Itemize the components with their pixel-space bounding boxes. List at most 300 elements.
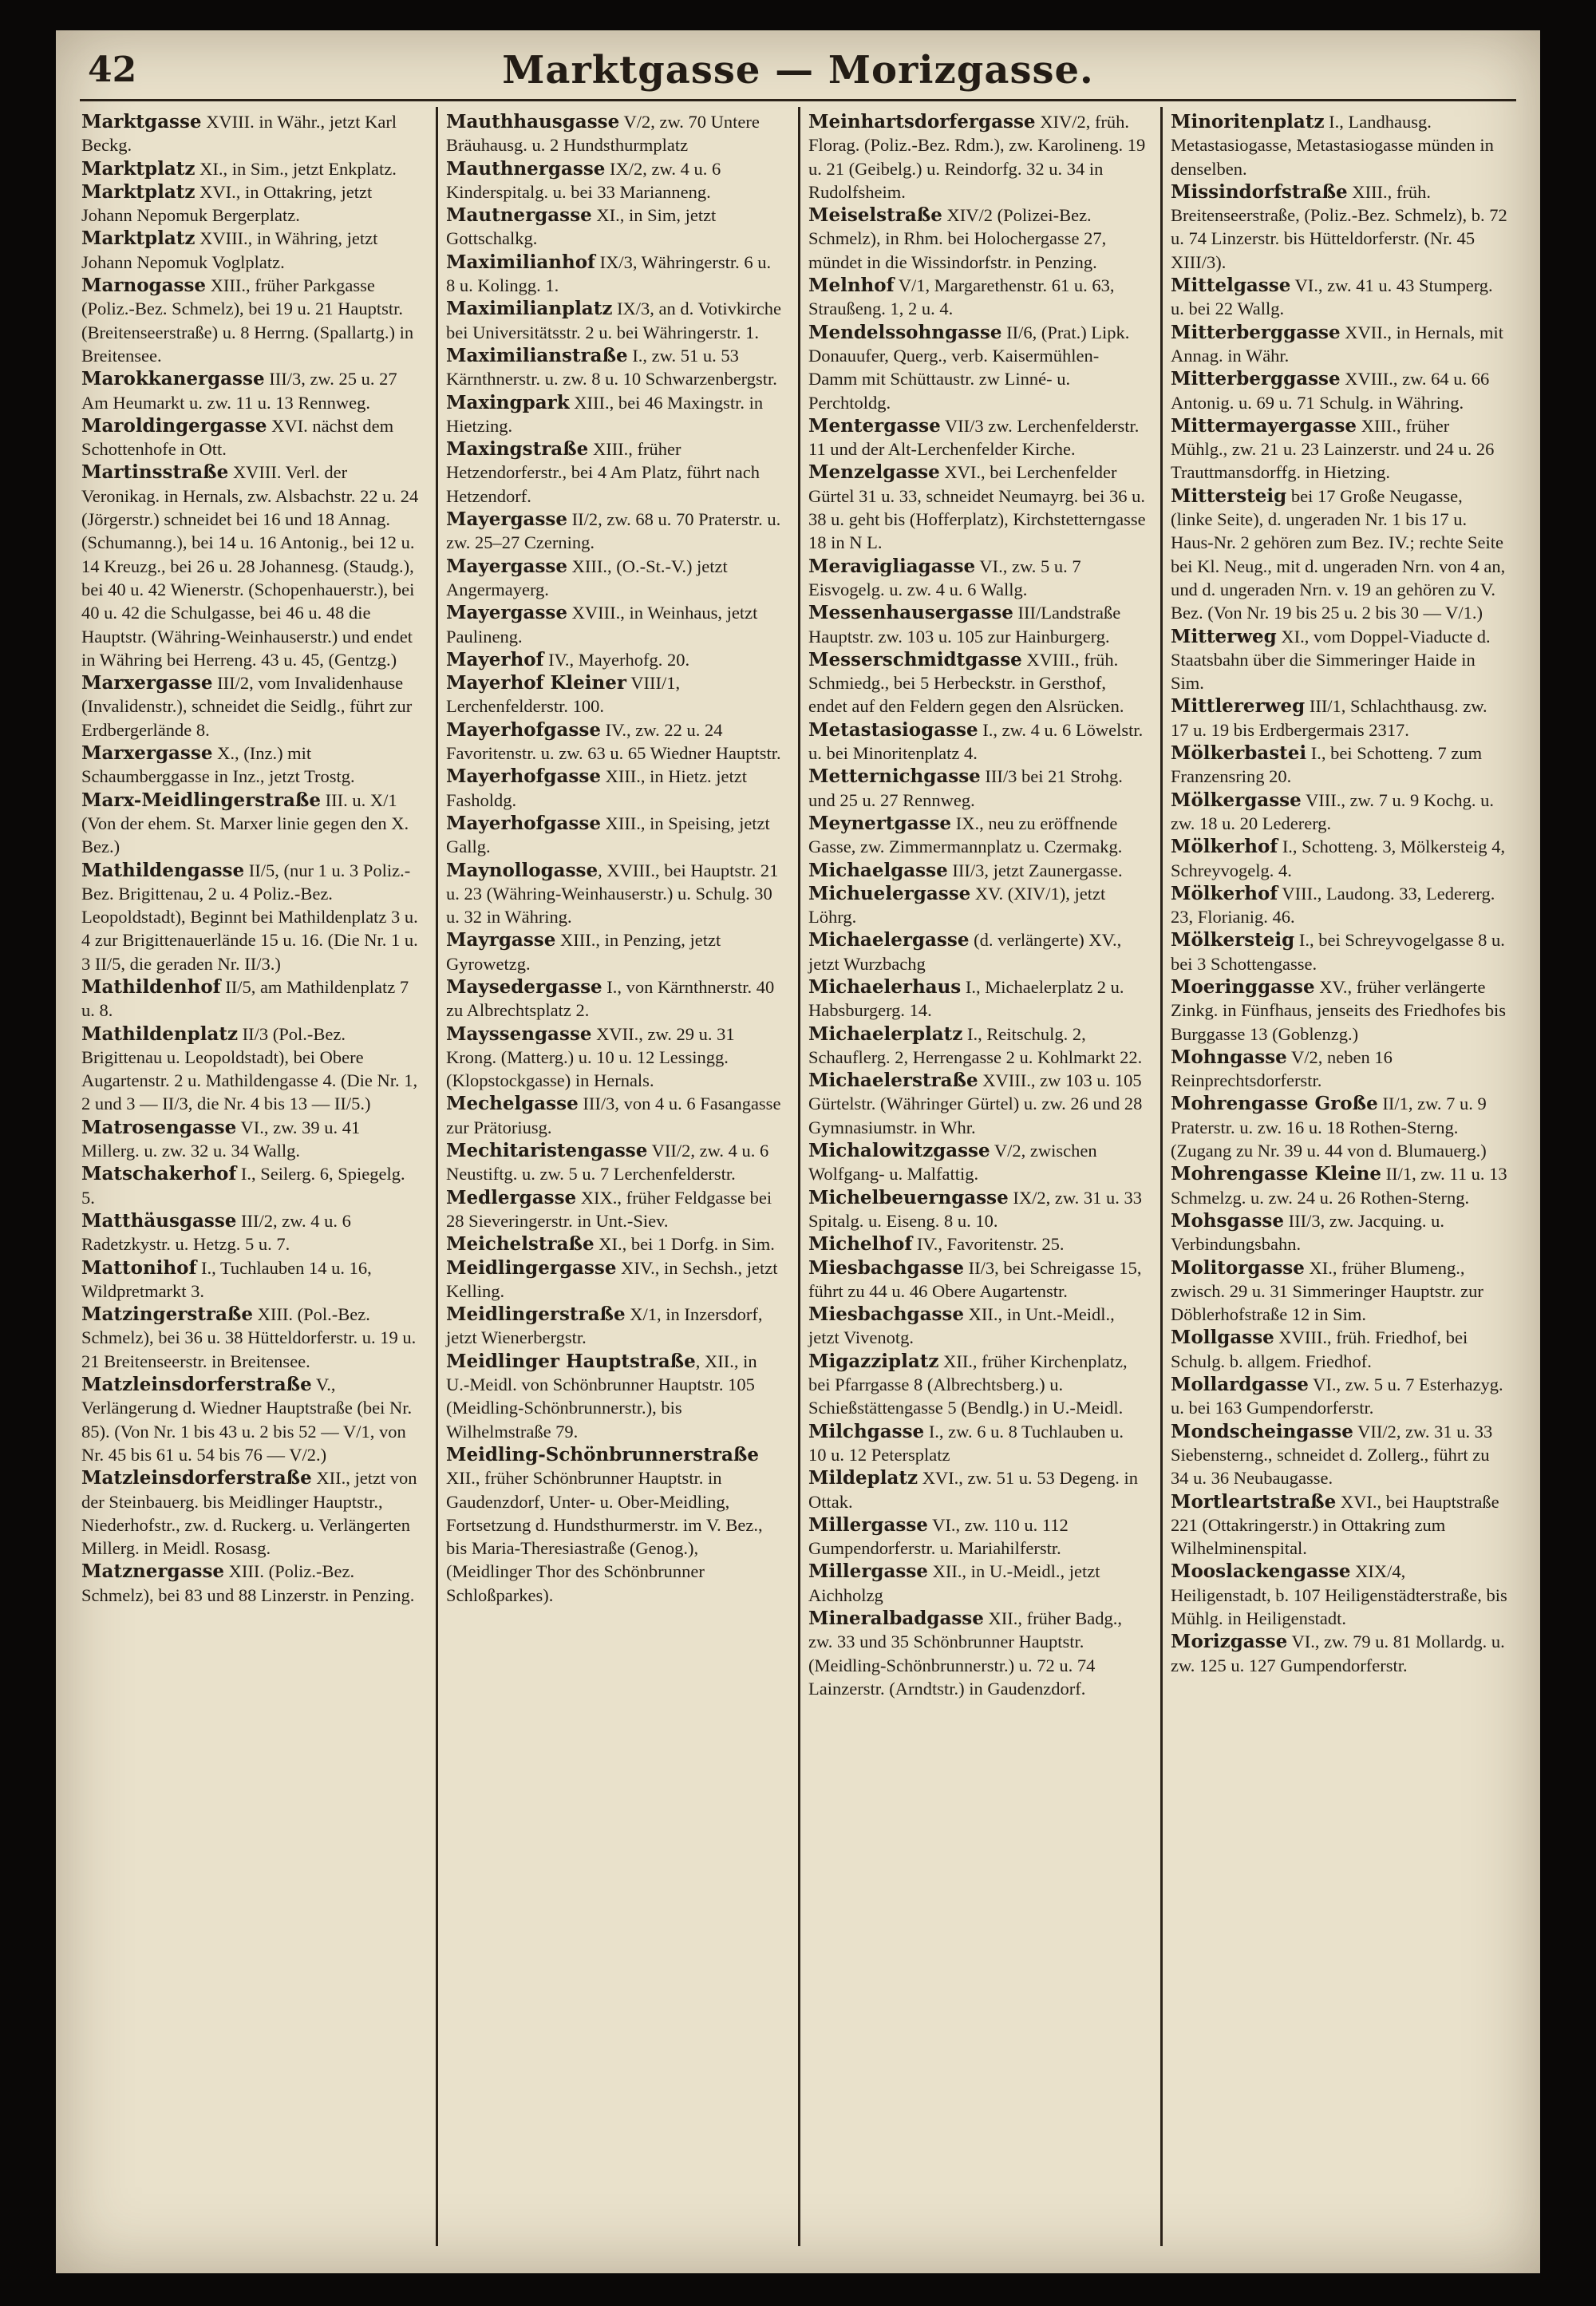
directory-entry <box>808 414 1146 461</box>
entry-details: V/2, zw. 70 Untere Bräuhausg. u. 2 Hundsthurmplatz <box>446 112 760 156</box>
directory-entry <box>446 648 784 671</box>
street-name: Marxergasse <box>81 742 213 765</box>
directory-entry <box>1171 1373 1508 1420</box>
entry-details: IV., zw. 22 u. 24 Favoritenstr. u. zw. 63 u. 65 Wiedner Hauptstr. <box>446 719 781 764</box>
column-4 <box>1160 107 1513 2246</box>
directory-entry <box>808 882 1146 929</box>
directory-entry <box>1171 789 1508 836</box>
directory-entry <box>81 414 421 461</box>
entry-details: XIV/2, früh. Florag. (Poliz.-Bez. Rdm.), zw. Karolineng. 19 u. 21 (Geibelg.) u. Reindorfg. 32 u. 34 in Rudolfsheim. <box>808 112 1146 202</box>
entry-details: I., bei Schotteng. 7 zum Franzensring 20. <box>1171 743 1483 787</box>
entry-details: III/3, jetzt Zaunergasse. <box>947 860 1123 880</box>
directory-entry <box>81 1373 421 1466</box>
column-1 <box>73 107 426 2246</box>
entry-details: XIII., in Hietz. jetzt Fasholdg. <box>446 766 748 810</box>
entry-details: XIII., (O.-St.-V.) jetzt Angermayerg. <box>446 556 728 599</box>
street-name: Mauthhausgasse <box>446 111 620 133</box>
entry-details: IX., neu zu eröffnende Gasse, zw. Zimmermannplatz u. Czermakg. <box>808 813 1123 857</box>
directory-entry <box>808 928 1146 975</box>
entry-details: VII/2, zw. 4 u. 6 Neustiftg. u. zw. 5 u. 7 Lerchenfelderstr. <box>446 1141 769 1185</box>
directory-entry <box>446 1256 784 1303</box>
street-name: Marktplatz <box>81 227 196 250</box>
directory-entry <box>81 1303 421 1373</box>
street-name: Mölkerbastei <box>1171 742 1307 765</box>
street-name: Mitterweg <box>1171 625 1277 647</box>
entry-details: I., Michaelerplatz 2 u. Habsburgerg. 14. <box>808 976 1124 1021</box>
street-name: Miesbachgasse <box>808 1256 965 1279</box>
directory-entry <box>808 601 1146 648</box>
street-name: Matzingerstraße <box>81 1303 254 1326</box>
directory-entry <box>1171 882 1508 929</box>
directory-entry <box>446 508 784 555</box>
directory-entry <box>446 671 784 718</box>
entry-details: III/2, zw. 4 u. 6 Radetzkystr. u. Hetzg. 5 u. 7. <box>81 1210 351 1255</box>
directory-entry <box>1171 1630 1508 1677</box>
directory-entry <box>446 157 784 204</box>
entry-details: VII/2, zw. 31 u. 33 Siebensterng., schneidet d. Zollerg., führt zu 34 u. 36 Neubaugasse. <box>1171 1421 1493 1489</box>
directory-entry <box>446 718 784 765</box>
street-name: Milchgasse <box>808 1420 925 1442</box>
directory-entry <box>1171 1092 1508 1162</box>
entry-details: III/3, zw. 25 u. 27 Am Heumarkt u. zw. 11 u. 13 Rennweg. <box>81 369 397 413</box>
street-index-columns <box>73 107 1523 2246</box>
street-name: Millergasse <box>808 1513 928 1536</box>
directory-entry <box>808 1186 1146 1233</box>
street-name: Mittermayergasse <box>1171 414 1357 437</box>
entry-details: I., Landhausg. Metastasiogasse, Metastasiogasse münden in denselben. <box>1171 112 1494 179</box>
directory-entry <box>1171 1046 1508 1093</box>
street-name: Mechelgasse <box>446 1093 579 1115</box>
entry-details: IX/2, zw. 4 u. 6 Kinderspitalg. u. bei 33 Marianneng. <box>446 158 721 202</box>
street-name: Mayerhofgasse <box>446 718 601 741</box>
entry-details: XIII., in Penzing, jetzt Gyrowetzg. <box>446 930 721 974</box>
directory-entry <box>446 812 784 859</box>
street-name: Mortleartstraße <box>1171 1490 1337 1513</box>
street-name: Mohngasse <box>1171 1046 1287 1068</box>
directory-entry <box>81 789 421 859</box>
directory-entry <box>1171 742 1508 789</box>
street-name: Michaelerplatz <box>808 1022 963 1045</box>
directory-entry <box>1171 485 1508 625</box>
street-name: Mooslackengasse <box>1171 1560 1351 1583</box>
directory-entry <box>808 718 1146 765</box>
street-name: Mayerhofgasse <box>446 812 601 834</box>
street-name: Miesbachgasse <box>808 1303 965 1326</box>
entry-details: XI., früher Blumeng., zwisch. 29 u. 31 Simmeringer Hauptstr. zur Döblerhofstraße 12 in Sim. <box>1171 1257 1483 1325</box>
directory-entry <box>1171 1209 1508 1256</box>
column-2 <box>436 107 788 2246</box>
entry-details: bei 17 Große Neugasse, (linke Seite), d. ungeraden Nr. 1 bis 17 u. Haus-Nr. 2 gehören zum Bez. IV.; rechte Seite bei Kl. Neug., mit d. ungeraden Nrn. von 4 an, und d. ungeraden Nrn. v. 19 an gehören zu V. Bez. (Von Nr. 19 bis 25 u. 2 bis 30 — V/1.) <box>1171 485 1506 623</box>
entry-details: II/6, (Prat.) Lipk. Donauufer, Querg., verb. Kaisermühlen-Damm mit Schüttaustr. zw Linné- u. Perchtoldg. <box>808 322 1130 413</box>
street-name: Mathildenhof <box>81 975 221 998</box>
directory-entry <box>81 157 421 180</box>
street-name: Meynertgasse <box>808 812 952 834</box>
entry-details: VII/3 zw. Lerchenfelderstr. 11 und der Alt-Lerchenfelder Kirche. <box>808 415 1140 460</box>
street-name: Mechitaristengasse <box>446 1140 648 1162</box>
street-name: Matrosengasse <box>81 1116 237 1138</box>
street-name: Michaelergasse <box>808 929 970 951</box>
street-name: Meidlingergasse <box>446 1256 617 1279</box>
entry-details: III/3, von 4 u. 6 Fasangasse zur Prätoriusg. <box>446 1094 781 1137</box>
entry-details: V/1, Margarethenstr. 61 u. 63, Straußeng. 1, 2 u. 4. <box>808 275 1115 319</box>
street-name: Medlergasse <box>446 1186 577 1208</box>
street-name: Messenhausergasse <box>808 602 1013 624</box>
street-name: Mayergasse <box>446 602 567 624</box>
entry-details: VI., zw. 41 u. 43 Stumperg. u. bei 22 Wallg. <box>1171 275 1493 319</box>
street-name: Matzleinsdorferstraße <box>81 1467 312 1489</box>
entry-details: XI., bei 1 Dorfg. in Sim. <box>594 1234 775 1255</box>
street-name: Marktplatz <box>81 180 196 203</box>
entry-details: XIII. (Pol.-Bez. Schmelz), bei 36 u. 38 Hütteldorferstr. u. 19 u. 21 Breitenseerstr. in Breitensee. <box>81 1304 417 1371</box>
street-name: Martinsstraße <box>81 461 229 484</box>
street-name: Mölkerhof <box>1171 882 1278 904</box>
entry-details: III/3 bei 21 Strohg. und 25 u. 27 Rennweg. <box>808 766 1123 810</box>
entry-details: XII., in Unt.-Meidl., jetzt Vivenotg. <box>808 1304 1115 1348</box>
running-title: Marktgasse — Morizgasse. <box>502 48 1094 93</box>
entry-details: XI., vom Doppel-Viaducte d. Staatsbahn über die Simmeringer Haide in Sim. <box>1171 626 1491 694</box>
entry-details: VI., zw. 79 u. 81 Mollardg. u. zw. 125 u. 127 Gumpendorferstr. <box>1171 1632 1505 1675</box>
street-name: Matthäusgasse <box>81 1209 237 1232</box>
street-name: Mayerhofgasse <box>446 765 601 788</box>
street-name: Mautnergasse <box>446 204 592 227</box>
entry-details: VIII., Laudong. 33, Ledererg. 23, Florianig. 46. <box>1171 883 1495 928</box>
directory-entry <box>446 765 784 812</box>
street-name: Mittlererweg <box>1171 695 1306 718</box>
entry-details: IV., Favoritenstr. 25. <box>912 1234 1065 1255</box>
street-name: Meichelstraße <box>446 1233 595 1256</box>
street-name: Metastasiogasse <box>808 718 978 741</box>
street-name: Mendelssohngasse <box>808 321 1002 343</box>
entry-details: XVI., zw. 51 u. 53 Degeng. in Ottak. <box>808 1468 1139 1512</box>
street-name: Meidlingerstraße <box>446 1303 626 1326</box>
directory-entry <box>808 1560 1146 1607</box>
directory-entry <box>808 1139 1146 1186</box>
street-name: Mildeplatz <box>808 1467 918 1489</box>
entry-details: XIX/4, Heiligenstadt, b. 107 Heiligenstädterstraße, bis Mühlg. in Heiligenstadt. <box>1171 1561 1507 1628</box>
entry-details: XVIII., früh. Schmiedg., bei 5 Herbeckstr. in Gersthof, endet auf den Feldern gegen den Alsrücken. <box>808 649 1124 717</box>
directory-entry <box>808 555 1146 602</box>
street-name: Mittersteig <box>1171 485 1287 507</box>
street-name: Maxingstraße <box>446 438 589 461</box>
entry-details: XII., jetzt von der Steinbauerg. bis Meidlinger Hauptstr., Niederhofstr., zw. d. Ruckerg. u. Verlängerten Millerg. in Meidl. Rosasg. <box>81 1468 417 1559</box>
directory-entry <box>81 1466 421 1560</box>
street-name: Matschakerhof <box>81 1163 237 1185</box>
entry-details: IV., Mayerhofg. 20. <box>543 649 690 670</box>
entry-details: II/5, am Mathildenplatz 7 u. 8. <box>81 976 409 1021</box>
directory-entry <box>446 1139 784 1186</box>
entry-details: XIII., in Speising, jetzt Gallg. <box>446 813 770 857</box>
street-name: Meidlinger Hauptstraße <box>446 1350 696 1372</box>
street-name: Matzleinsdorferstraße <box>81 1374 312 1396</box>
directory-entry <box>446 859 784 929</box>
directory-entry <box>81 1256 421 1303</box>
directory-page <box>56 30 1540 2273</box>
entry-details: XII., früher Badg., zw. 33 und 35 Schönbrunner Hauptstr. (Meidling-Schönbrunnerstr.) u. 72 u. 74 Lainzerstr. (Arndtstr.) in Gaudenzdorf. <box>808 1608 1122 1699</box>
directory-entry <box>446 251 784 298</box>
entry-details: VIII/1, Lerchenfelderstr. 100. <box>446 673 681 717</box>
directory-entry <box>1171 367 1508 414</box>
street-name: Mayerhof <box>446 648 544 670</box>
entry-details: XIV., in Sechsh., jetzt Kelling. <box>446 1257 778 1301</box>
entry-details: XVIII., früh. Friedhof, bei Schulg. b. allgem. Friedhof. <box>1171 1327 1468 1371</box>
directory-entry <box>446 1443 784 1607</box>
entry-details: III/2, vom Invalidenhause (Invalidenstr.), schneidet die Seidlg., führt zur Erdbergerlände 8. <box>81 673 413 740</box>
street-name: Maroldingergasse <box>81 414 267 437</box>
street-name: Mineralbadgasse <box>808 1608 984 1629</box>
directory-entry <box>808 1232 1146 1256</box>
street-name: Marokkanergasse <box>81 368 265 390</box>
directory-entry <box>81 1209 421 1256</box>
directory-entry <box>446 928 784 975</box>
directory-entry <box>446 1232 784 1256</box>
entry-details: I., zw. 6 u. 8 Tuchlauben u. 10 u. 12 Petersplatz <box>808 1421 1124 1465</box>
directory-entry <box>81 227 421 274</box>
entry-details: XVIII., in Weinhaus, jetzt Paulineng. <box>446 603 758 647</box>
street-name: Marx-Meidlingerstraße <box>81 789 321 811</box>
entry-details: XV. (XIV/1), jetzt Löhrg. <box>808 883 1106 928</box>
street-name: Marktplatz <box>81 157 196 180</box>
entry-details: I., zw. 51 u. 53 Kärnthnerstr. u. zw. 8 u. 10 Schwarzenbergstr. <box>446 345 777 390</box>
entry-details: XVI., bei Lerchenfelder Gürtel 31 u. 33, schneidet Neumayrg. bei 36 u. 38 u. geht bis (Hofferplatz), Kirchstetterngasse 18 in N L. <box>808 462 1146 553</box>
entry-details: XIII., bei 46 Maxingstr. in Hietzing. <box>446 392 764 436</box>
entry-details: I., von Kärnthnerstr. 40 zu Albrechtsplatz 2. <box>446 976 775 1021</box>
directory-entry <box>81 859 421 975</box>
street-name: Mattonihof <box>81 1256 197 1279</box>
street-name: Moeringgasse <box>1171 975 1315 998</box>
entry-details: XVI., bei Hauptstraße 221 (Ottakringerstr.) in Ottakring zum Wilhelminenspital. <box>1171 1491 1499 1559</box>
entry-details: XVI. nächst dem Schottenhofe in Ott. <box>81 415 394 460</box>
entry-details: IX/2, zw. 31 u. 33 Spitalg. u. Eiseng. 8 u. 10. <box>808 1187 1143 1231</box>
directory-entry <box>1171 180 1508 274</box>
directory-entry <box>81 671 421 742</box>
directory-entry <box>81 1116 421 1163</box>
street-name: Michaelerstraße <box>808 1070 978 1092</box>
street-name: Maysedergasse <box>446 975 602 998</box>
street-name: Mondscheingasse <box>1171 1420 1353 1442</box>
street-name: Maximilianplatz <box>446 298 613 320</box>
directory-entry <box>1171 1420 1508 1490</box>
entry-details: , XVIII., bei Hauptstr. 21 u. 23 (Währing-Weinhauserstr.) u. Schulg. 30 u. 32 in Währing. <box>446 860 779 928</box>
entry-details: V., Verlängerung d. Wiedner Hauptstraße (bei Nr. 85). (Von Nr. 1 bis 43 u. 2 bis 52 — V/1, von Nr. 45 bis 61 u. 54 bis 76 — V/2.) <box>81 1375 413 1465</box>
directory-entry <box>81 180 421 227</box>
directory-entry <box>81 110 421 157</box>
directory-entry <box>446 204 784 251</box>
entry-details: V/2, neben 16 Reinprechtsdorferstr. <box>1171 1046 1393 1091</box>
street-name: Mölkerhof <box>1171 836 1278 858</box>
street-name: Mathildengasse <box>81 859 245 881</box>
street-name: Mitterberggasse <box>1171 321 1341 343</box>
street-name: Matznergasse <box>81 1560 225 1583</box>
entry-details: I., zw. 4 u. 6 Löwelstr. u. bei Minoritenplatz 4. <box>808 719 1144 764</box>
entry-details: II/1, zw. 7 u. 9 Praterstr. u. zw. 16 u. 18 Rothen-Sterng. (Zugang zu Nr. 39 u. 44 von d. Blumauerg.) <box>1171 1094 1487 1161</box>
street-name: Marxergasse <box>81 672 213 694</box>
street-name: Menzelgasse <box>808 461 940 484</box>
directory-entry <box>808 204 1146 274</box>
street-name: Mentergasse <box>808 414 941 437</box>
street-name: Meidling-Schönbrunnerstraße <box>446 1443 759 1465</box>
directory-entry <box>81 367 421 414</box>
directory-entry <box>808 1513 1146 1560</box>
entry-details: VIII., zw. 7 u. 9 Kochg. u. zw. 18 u. 20 Ledererg. <box>1171 789 1494 833</box>
directory-entry <box>446 1350 784 1443</box>
entry-details: XVIII., zw. 64 u. 66 Antonig. u. 69 u. 71 Schulg. in Währing. <box>1171 369 1490 413</box>
street-name: Meiselstraße <box>808 204 942 227</box>
entry-details: II/5, (nur 1 u. 3 Poliz.-Bez. Brigittenau, 2 u. 4 Poliz.-Bez. Leopoldstadt), Beginnt bei Mathildenplatz 3 u. 4 zur Brigittenauerlände 15 u. 16. (Die Nr. 1 u. 3 II/5, die geraden Nr. II/3.) <box>81 860 418 974</box>
street-name: Maximilianstraße <box>446 344 628 366</box>
directory-entry <box>808 859 1146 882</box>
entry-details: XVIII., zw 103 u. 105 Gürtelstr. (Währinger Gürtel) u. zw. 26 und 28 Gymnasiumstr. in Whr. <box>808 1070 1143 1137</box>
entry-details: XVIII. in Währ., jetzt Karl Beckg. <box>81 112 397 156</box>
street-name: Michaelerhaus <box>808 975 962 998</box>
directory-entry <box>1171 975 1508 1046</box>
directory-entry <box>446 110 784 157</box>
street-name: Melnhof <box>808 275 895 297</box>
directory-entry <box>81 742 421 789</box>
street-name: Mollgasse <box>1171 1327 1274 1349</box>
entry-details: V/2, zwischen Wolfgang- u. Malfattig. <box>808 1141 1097 1185</box>
entry-details: VI., zw. 5 u. 7 Esterhazyg. u. bei 163 Gumpendorferstr. <box>1171 1375 1503 1418</box>
entry-details: XII., in U.-Meidl., jetzt Aichholzg <box>808 1561 1100 1605</box>
directory-entry <box>446 297 784 344</box>
directory-entry <box>81 461 421 671</box>
entry-details: XI., in Sim., jetzt Enkplatz. <box>195 158 397 179</box>
entry-details: XVIII., in Währing, jetzt Johann Nepomuk Voglplatz. <box>81 228 378 272</box>
street-name: Mohrengasse Große <box>1171 1093 1378 1115</box>
entry-details: I., Seilerg. 6, Spiegelg. 5. <box>81 1164 405 1208</box>
directory-entry <box>446 555 784 602</box>
directory-entry <box>808 765 1146 812</box>
directory-entry <box>81 1022 421 1116</box>
entry-details: XIII., früher Hetzendorferstr., bei 4 Am Platz, führt nach Hetzendorf. <box>446 439 760 506</box>
entry-details: , XII., in U.-Meidl. von Schönbrunner Hauptstr. 105 (Meidling-Schönbrunnerstr.), bis Wilhelmstraße 79. <box>446 1351 757 1442</box>
entry-details: XVII., zw. 29 u. 31 Krong. (Matterg.) u. 10 u. 12 Lessingg. (Klopstockgasse) in Hernals. <box>446 1023 735 1091</box>
street-name: Mauthnergasse <box>446 157 606 180</box>
directory-entry <box>81 1560 421 1607</box>
entry-details: I., bei Schreyvogelgasse 8 u. bei 3 Schottengasse. <box>1171 930 1505 974</box>
street-name: Mayerhof Kleiner <box>446 672 627 694</box>
directory-entry <box>808 274 1146 321</box>
street-name: Minoritenplatz <box>1171 111 1325 133</box>
directory-entry <box>808 1069 1146 1139</box>
entry-details: XII., früher Kirchenplatz, bei Pfarrgasse 8 (Albrechtsberg.) u. Schießstättengasse 5 (Bendlg.) in U.-Meidl. <box>808 1351 1128 1418</box>
entry-details: II/1, zw. 11 u. 13 Schmelzg. u. zw. 24 u. 26 Rothen-Sterng. <box>1171 1164 1507 1208</box>
street-name: Mölkersteig <box>1171 929 1295 951</box>
directory-entry <box>446 975 784 1022</box>
directory-entry <box>808 812 1146 859</box>
street-name: Mohrengasse Kleine <box>1171 1163 1381 1185</box>
page-header <box>56 30 1540 104</box>
entry-details: XIII., früher Parkgasse (Poliz.-Bez. Schmelz), bei 19 u. 21 Hauptstr. (Breitenseerstraße) u. 8 Herrng. (Spallartg.) in Breitensee. <box>81 275 414 366</box>
entry-details: II/3 (Pol.-Bez. Brigittenau u. Leopoldstadt), bei Obere Augartenstr. 2 u. Mathildengasse 4. (Die Nr. 1, 2 und 3 — II/3, die Nr. 4 bis 13 — II/5.) <box>81 1023 418 1114</box>
directory-entry <box>808 1256 1146 1303</box>
directory-entry <box>1171 110 1508 180</box>
street-name: Messerschmidtgasse <box>808 648 1022 670</box>
street-name: Michaelgasse <box>808 859 948 881</box>
directory-entry <box>1171 1490 1508 1560</box>
street-name: Mathildenplatz <box>81 1022 239 1045</box>
directory-entry <box>808 1466 1146 1513</box>
directory-entry <box>446 1092 784 1139</box>
directory-entry <box>81 274 421 367</box>
street-name: Mollardgasse <box>1171 1374 1309 1396</box>
column-3 <box>798 107 1151 2246</box>
street-name: Michelbeuerngasse <box>808 1186 1009 1208</box>
street-name: Mittelgasse <box>1171 275 1291 297</box>
entry-details: III/Landstraße Hauptstr. zw. 103 u. 105 zur Hainburgerg. <box>808 603 1121 647</box>
entry-details: XIII., früher Mühlg., zw. 21 u. 23 Lainzerstr. und 24 u. 26 Trauttmansdorffg. in Hietzing. <box>1171 415 1495 483</box>
entry-details: XIII. (Poliz.-Bez. Schmelz), bei 83 und 88 Linzerstr. in Penzing. <box>81 1561 415 1605</box>
directory-entry <box>446 1022 784 1093</box>
directory-entry <box>808 110 1146 204</box>
page-number: 42 <box>88 49 137 90</box>
entry-details: XII., früher Schönbrunner Hauptstr. in Gaudenzdorf, Unter- u. Ober-Meidling, Fortsetzung d. Hundsthurmerstr. im V. Bez., bis Maria-Theresiastraße (Genog.), (Meidlinger Thor des Schönbrunner Schloßparkes). <box>446 1468 763 1605</box>
entry-details: III. u. X/1 (Von der ehem. St. Marxer linie gegen den X. Bez.) <box>81 789 409 857</box>
directory-entry <box>808 461 1146 554</box>
directory-entry <box>808 321 1146 414</box>
entry-details: XVIII. Verl. der Veronikag. in Hernals, zw. Alsbachstr. 22 u. 24 (Jörgerstr.) schneidet bei 16 und 18 Annag. (Schumanng.), bei 14 u. 16 Antonig., bei 12 u. 14 Kreuzg., bei 26 u. 28 Johannesg. (Staudg.), bei 40 u. 42 Wienerstr. (Schopenhauerstr.), bei 40 u. 42 die Schulgasse, bei 46 u. 48 die Hauptstr. (Währing-Weinhauserstr.) und endet in Währing bei Herreng. 43 u. 45, (Gentzg.) <box>81 462 419 670</box>
entry-details: XVI., in Ottakring, jetzt Johann Nepomuk Bergerplatz. <box>81 181 373 226</box>
entry-details: XV., früher verlängerte Zinkg. in Fünfhaus, jenseits des Friedhofes bis Burggasse 13 (Goblenzg.) <box>1171 976 1506 1044</box>
street-name: Marktgasse <box>81 111 202 133</box>
directory-entry <box>1171 321 1508 368</box>
entry-details: I., Tuchlauben 14 u. 16, Wildpretmarkt 3. <box>81 1257 372 1301</box>
entry-details: III/3, zw. Jacquing. u. Verbindungsbahn. <box>1171 1210 1444 1255</box>
entry-details: I., Reitschulg. 2, Schauflerg. 2, Herrengasse 2 u. Kohlmarkt 22. <box>808 1023 1143 1067</box>
street-name: Meinhartsdorfergasse <box>808 111 1036 133</box>
entry-details: I., Schotteng. 3, Mölkersteig 4, Schreyvogelg. 4. <box>1171 837 1506 880</box>
directory-entry <box>1171 835 1508 882</box>
entry-details: XIV/2 (Polizei-Bez. Schmelz), in Rhm. bei Holochergasse 27, mündet in die Wissindorfstr. in Penzing. <box>808 205 1107 272</box>
directory-entry <box>446 1186 784 1233</box>
header-rule <box>80 99 1516 101</box>
street-name: Millergasse <box>808 1560 928 1583</box>
directory-entry <box>81 975 421 1022</box>
directory-entry <box>446 437 784 508</box>
street-name: Maximilianhof <box>446 251 595 273</box>
street-name: Morizgasse <box>1171 1631 1288 1653</box>
street-name: Metternichgasse <box>808 765 981 788</box>
directory-entry <box>446 344 784 391</box>
street-name: Michelhof <box>808 1233 913 1256</box>
street-name: Maynollogasse <box>446 859 598 881</box>
directory-entry <box>808 648 1146 718</box>
directory-entry <box>446 1303 784 1350</box>
directory-entry <box>1171 414 1508 485</box>
street-name: Mayergasse <box>446 508 567 531</box>
directory-entry <box>1171 1326 1508 1373</box>
entry-details: XVII., in Hernals, mit Annag. in Währ. <box>1171 322 1503 366</box>
directory-entry <box>808 1303 1146 1350</box>
street-name: Mohsgasse <box>1171 1209 1284 1232</box>
street-name: Mayrgasse <box>446 929 556 951</box>
directory-entry <box>1171 274 1508 321</box>
directory-entry <box>1171 1162 1508 1209</box>
street-name: Michalowitzgasse <box>808 1140 990 1162</box>
street-name: Mölkergasse <box>1171 789 1302 811</box>
street-name: Missindorfstraße <box>1171 180 1348 203</box>
directory-entry <box>1171 1256 1508 1327</box>
entry-details: (d. verlängerte) XV., jetzt Wurzbachg <box>808 930 1122 974</box>
entry-details: X/1, in Inzersdorf, jetzt Wienerbergstr. <box>446 1304 763 1348</box>
entry-details: XIX., früher Feldgasse bei 28 Sieveringerstr. in Unt.-Siev. <box>446 1187 772 1231</box>
directory-entry <box>1171 1560 1508 1630</box>
entry-details: VI., zw. 110 u. 112 Gumpendorferstr. u. Mariahilferstr. <box>808 1514 1069 1559</box>
street-name: Migazziplatz <box>808 1350 939 1372</box>
entry-details: IX/3, an d. Votivkirche bei Universitätsstr. 2 u. bei Währingerstr. 1. <box>446 299 782 342</box>
entry-details: III/1, Schlachthausg. zw. 17 u. 19 bis Erdbergermais 2317. <box>1171 696 1487 740</box>
entry-details: X., (Inz.) mit Schaumberggasse in Inz., jetzt Trostg. <box>81 743 355 787</box>
directory-entry <box>446 601 784 648</box>
